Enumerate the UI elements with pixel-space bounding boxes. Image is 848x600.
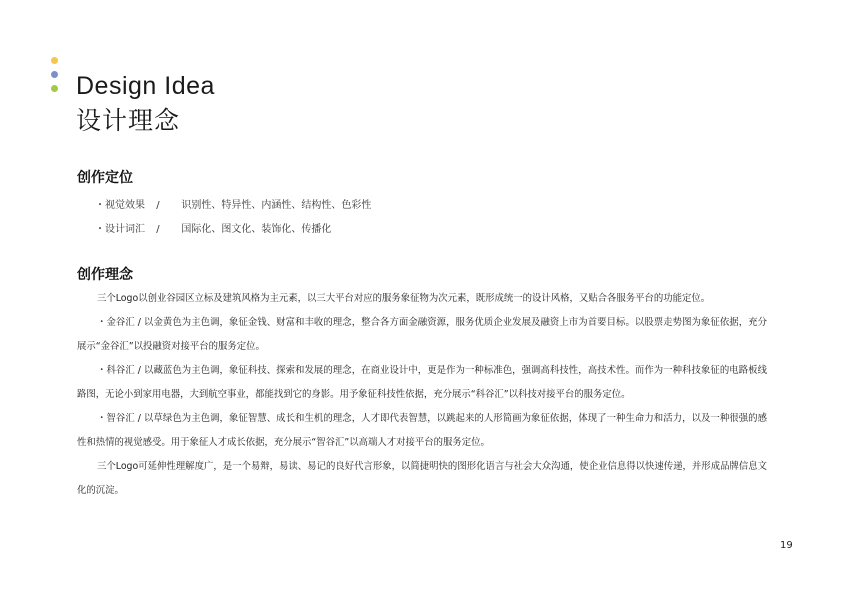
paragraph: ・科谷汇 / 以藏蓝色为主色调，象征科技、探索和发展的理念，在商业设计中，更是作为一种标准色，强调高科技性，高技术性。而作为一种科技象征的电路板线路图，无论小到家用电器，大到航空事业，都能找到它的身影。用予象征科技性依据，充分展示“科谷汇”以科技对接平台的服务定位。 xyxy=(77,365,767,400)
bullet-label: ・设计词汇 xyxy=(95,224,145,235)
bullet-label: ・视觉效果 xyxy=(95,200,145,211)
page-title-chinese: 设计理念 xyxy=(76,106,181,135)
bullet-separator: / xyxy=(156,224,160,235)
paragraph: ・金谷汇 / 以金黄色为主色调，象征金钱、财富和丰收的理念，整合各方面金融资源，服务优质企业发展及融资上市为首要目标。以股票走势图为象征依据，充分展示“金谷汇”以投融资对接平台的服务定位。 xyxy=(77,317,767,352)
paragraph: 三个Logo可延伸性理解度广，是一个易辩，易读、易记的良好代言形象，以简捷明快的图形化语言与社会大众沟通，使企业信息得以快速传递，并形成品牌信息文化的沉淀。 xyxy=(77,461,767,496)
green-dot-icon xyxy=(51,85,58,92)
section-heading-concept: 创作理念 xyxy=(77,267,133,283)
yellow-dot-icon xyxy=(51,57,58,64)
bullet-value: 识别性、特异性、内涵性、结构性、色彩性 xyxy=(181,200,372,211)
paragraph: ・智谷汇 / 以草绿色为主色调，象征智慧、成长和生机的理念，人才即代表智慧，以跳起来的人形简画为象征依据，体现了一种生命力和活力，以及一种很强的感性和热情的视觉感受。用于象征人才成长依据，充分展示“智谷汇”以高端人才对接平台的服务定位。 xyxy=(77,413,767,448)
section-heading-positioning: 创作定位 xyxy=(77,170,133,186)
list-item xyxy=(95,196,371,211)
bullet-separator: / xyxy=(156,200,160,211)
page-number: 19 xyxy=(780,540,793,551)
decorative-dots xyxy=(51,57,59,99)
bullet-value: 国际化、图文化、装饰化、传播化 xyxy=(181,224,332,235)
list-item xyxy=(95,220,331,235)
page-title-english: Design Idea xyxy=(76,72,215,100)
paragraph: 三个Logo以创业谷园区立标及建筑风格为主元素，以三大平台对应的服务象征物为次元素，既形成统一的设计风格，又贴合各服务平台的功能定位。 xyxy=(97,293,711,304)
blue-dot-icon xyxy=(51,71,58,78)
